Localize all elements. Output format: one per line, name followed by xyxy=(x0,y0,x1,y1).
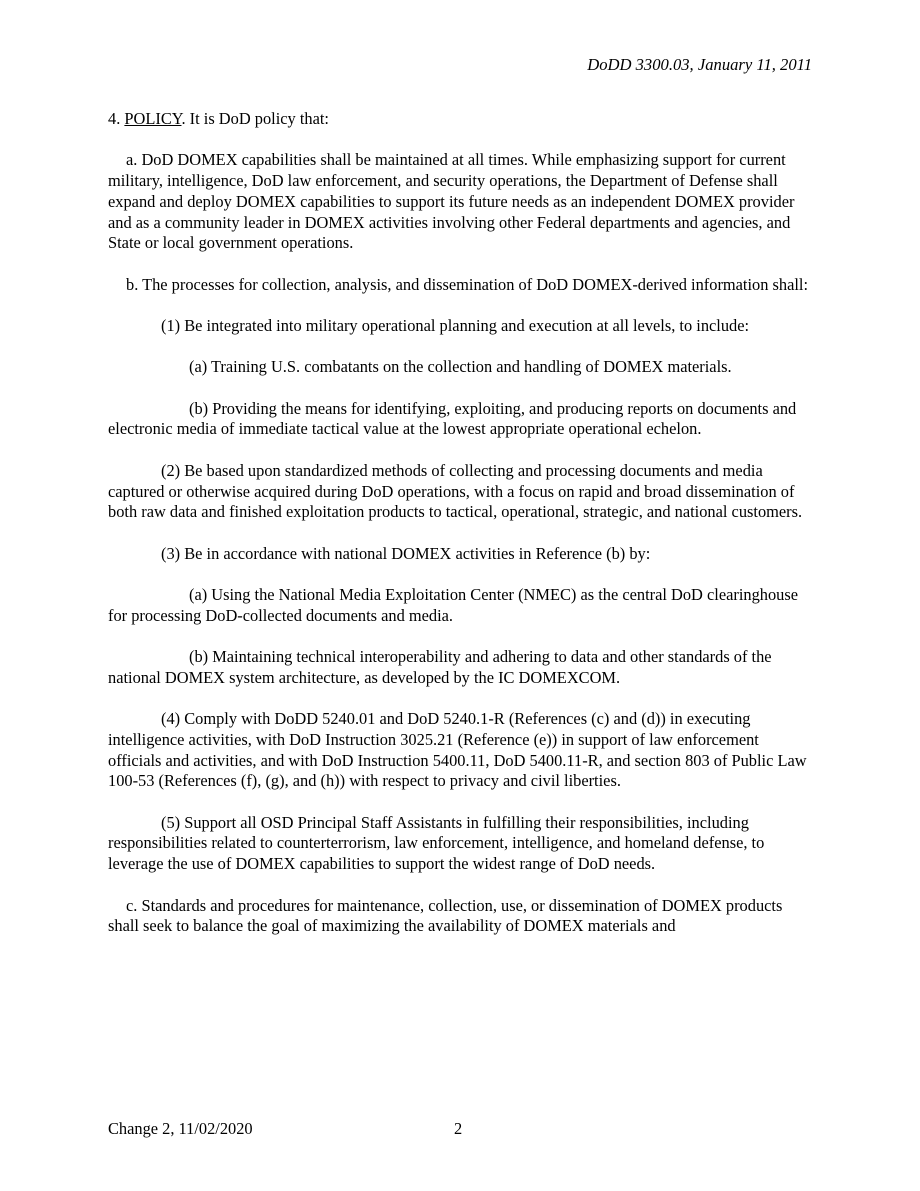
paragraph-b-3: (3) Be in accordance with national DOMEX activities in Reference (b) by: xyxy=(161,543,651,563)
section-heading xyxy=(108,109,814,130)
document-body xyxy=(108,109,814,958)
running-header: DoDD 3300.03, January 11, 2011 xyxy=(587,55,812,74)
paragraph-b-2: (2) Be based upon standardized methods of collecting and processing documents and media captured or otherwise acquired during DoD operations, with a focus on rapid and broad dissemination of both raw data and finished exploitation products to tactical, operational, strategic, and national customers. xyxy=(108,460,803,522)
paragraph-a: a. DoD DOMEX capabilities shall be maintained at all times. While emphasizing support for current military, intelligence, DoD law enforcement, and security operations, the Department of Defense shall expand and deploy DOMEX capabilities to support its future needs as an independent DOMEX provider and as a community leader in DOMEX activities involving other Federal departments and agencies, and State or local government operations. xyxy=(108,150,795,253)
paragraph-b-3-a: (a) Using the National Media Exploitation Center (NMEC) as the central DoD clearinghouse for processing DoD-collected documents and media. xyxy=(108,585,799,625)
paragraph-c: c. Standards and procedures for maintenance, collection, use, or dissemination of DOMEX products shall seek to balance the goal of maximizing the availability of DOMEX materials and xyxy=(108,895,783,936)
paragraph-b-1: (1) Be integrated into military operational planning and execution at all levels, to include: xyxy=(161,315,750,335)
paragraph-b-4: (4) Comply with DoDD 5240.01 and DoD 5240.1-R (References (c) and (d)) in executing intelligence activities, with DoD Instruction 3025.21 (Reference (e)) in support of law enforcement officials and activities, and with DoD Instruction 5400.11, DoD 5400.11-R, and section 803 of Public Law 100-53 (References (f), (g), and (h)) with respect to privacy and civil liberties. xyxy=(108,709,807,791)
paragraph-b-5: (5) Support all OSD Principal Staff Assistants in fulfilling their responsibilities, including responsibilities related to counterterrorism, law enforcement, intelligence, and homeland defense, to leverage the use of DOMEX capabilities to support the widest range of DoD needs. xyxy=(108,812,765,874)
section-lead: . It is DoD policy that: xyxy=(181,109,329,128)
paragraph-b: b. The processes for collection, analysis, and dissemination of DoD DOMEX-derived information shall: xyxy=(126,274,809,294)
paragraph-b-1-b: (b) Providing the means for identifying, exploiting, and producing reports on documents and electronic media of immediate tactical value at the lowest appropriate operational echelon. xyxy=(108,398,797,439)
footer-page-number: 2 xyxy=(454,1119,463,1138)
footer-change-note: Change 2, 11/02/2020 xyxy=(108,1119,253,1138)
paragraph-b-1-a: (a) Training U.S. combatants on the collection and handling of DOMEX materials. xyxy=(189,357,732,377)
section-title: POLICY xyxy=(124,109,182,128)
section-number: 4. xyxy=(108,109,125,128)
paragraph-b-3-b: (b) Maintaining technical interoperability and adhering to data and other standards of the national DOMEX system architecture, as developed by the IC DOMEXCOM. xyxy=(108,647,772,687)
